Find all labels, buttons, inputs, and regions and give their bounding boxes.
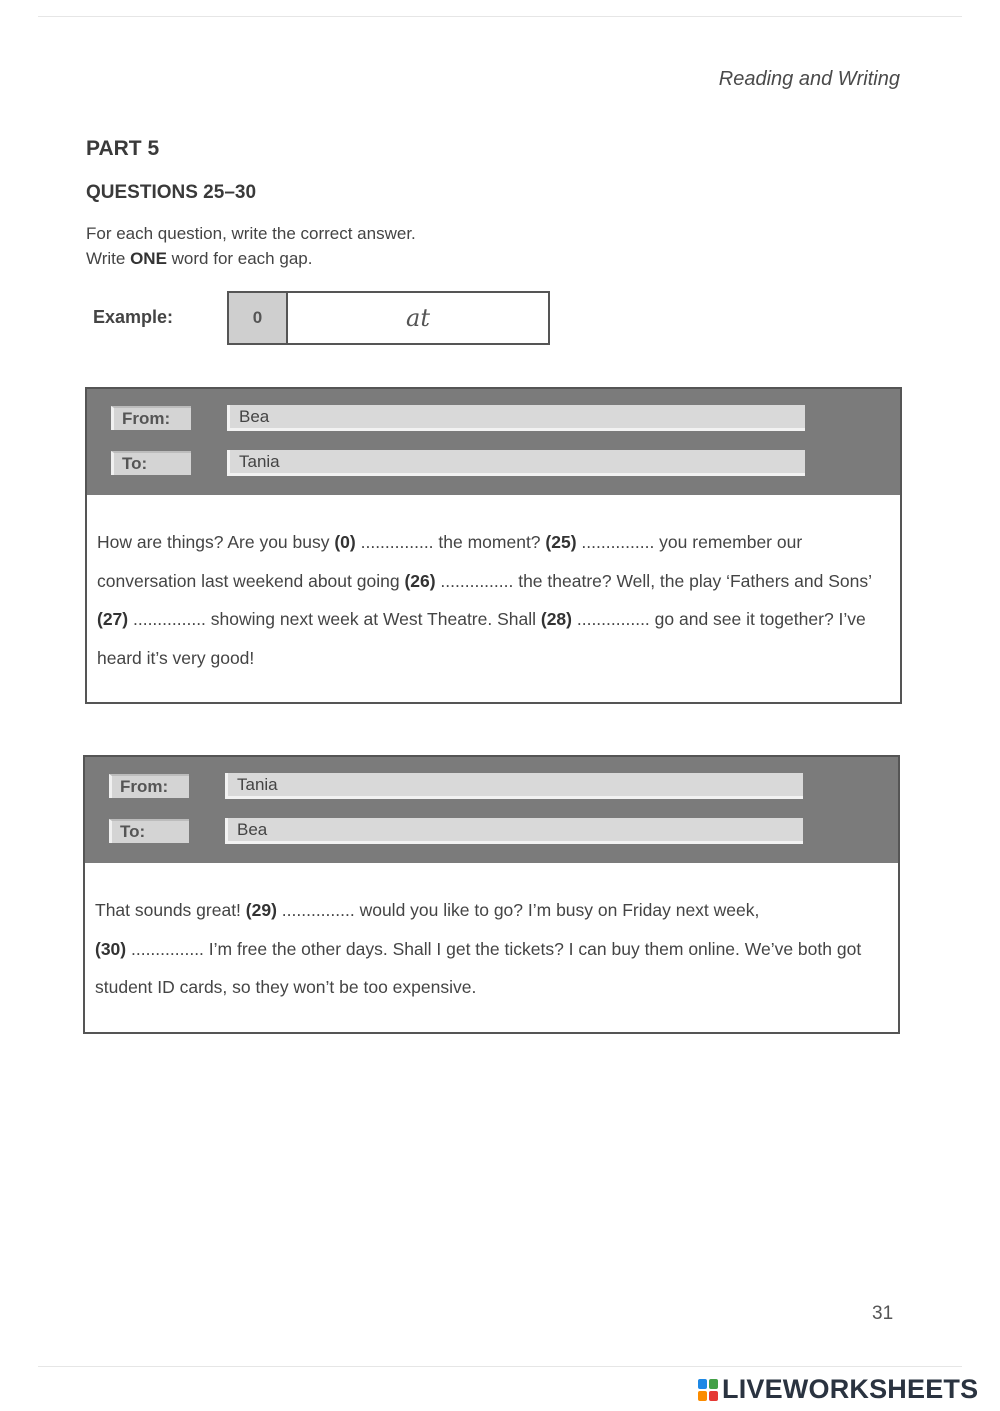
to-label: To: [109, 819, 189, 843]
body-text: ............... you remember our conversation last weekend about going [97, 532, 803, 591]
gap-number-25: (25) [545, 532, 577, 552]
section-header: Reading and Writing [718, 68, 900, 90]
liveworksheets-logo-icon [697, 1378, 719, 1402]
logo-square-green [709, 1379, 718, 1389]
body-text: How are things? Are you busy [97, 532, 335, 552]
from-field: Bea [227, 405, 805, 431]
example-box [227, 291, 550, 345]
instruction-text: Write [86, 249, 131, 268]
instruction-text: word for each gap. [166, 249, 313, 268]
instruction-bold: ONE [130, 249, 167, 268]
from-field: Tania [225, 773, 803, 799]
logo-square-orange [698, 1391, 707, 1401]
body-text: That sounds great! [95, 900, 246, 920]
email-header [87, 389, 900, 495]
email-header [85, 757, 898, 863]
bottom-rule [38, 1366, 962, 1367]
email-bea-to-tania [85, 387, 902, 704]
body-text: ............... go and see it together? I’ve heard it’s very good! [97, 609, 866, 669]
body-text: ............... the moment? [355, 532, 546, 552]
gap-number-28: (28) [540, 609, 572, 630]
example-number: 0 [229, 293, 288, 343]
gap-number-30: (30) [95, 938, 127, 959]
questions-title: QUESTIONS 25–30 [86, 182, 257, 203]
email-body [85, 863, 898, 1007]
instruction-line-2 [86, 249, 312, 269]
logo-square-blue [698, 1379, 707, 1389]
body-text: ............... the theatre? Well, the play ‘Fathers and Sons’ [435, 570, 872, 591]
page-number: 31 [872, 1303, 894, 1324]
body-text: ............... would you like to go? I’m busy on Friday next week, [276, 900, 760, 920]
body-text: ............... I’m free the other days. Shall I get the tickets? I can buy them online. We’ve both got student ID cards, so they won’t be too expensive. [95, 938, 862, 998]
gap-number-29: (29) [245, 900, 277, 920]
body-text: ............... showing next week at West Theatre. Shall [128, 609, 541, 630]
gap-number-26: (26) [404, 570, 436, 591]
gap-number-0: (0) [334, 532, 356, 552]
to-label: To: [111, 451, 191, 475]
example-label: Example: [93, 307, 174, 327]
to-field: Bea [225, 818, 803, 844]
email-tania-to-bea [83, 755, 900, 1034]
top-rule [38, 16, 962, 17]
email-body [87, 495, 900, 678]
logo-text: LIVEWORKSHEETS [722, 1374, 979, 1404]
to-field: Tania [227, 450, 805, 476]
from-label: From: [111, 406, 191, 430]
example-answer: at [406, 304, 430, 332]
gap-number-27: (27) [97, 609, 129, 630]
part-title: PART 5 [86, 137, 160, 160]
liveworksheets-logo [697, 1374, 978, 1405]
logo-square-red [709, 1391, 718, 1401]
from-label: From: [109, 774, 189, 798]
instruction-line-1: For each question, write the correct answer. [86, 224, 416, 243]
